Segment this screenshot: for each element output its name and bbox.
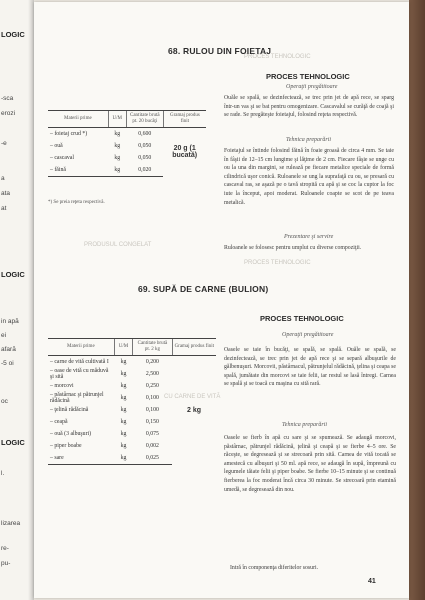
left-page-fragment: -5 oi xyxy=(1,360,14,367)
ingredient-name: – ouă xyxy=(50,143,63,149)
unit: kg xyxy=(120,371,127,377)
quantity: 0,002 xyxy=(145,443,159,449)
unit: kg xyxy=(108,164,126,177)
subsection-heading: Tehnica preparării xyxy=(282,422,328,428)
section-heading: PROCES TEHNOLOGIC xyxy=(266,72,350,81)
quantity: 0,200 xyxy=(145,359,159,365)
unit: kg xyxy=(120,443,127,449)
paragraph: Ruloanele se folosesc pentru umplut cu diverse compoziţii. xyxy=(224,245,362,251)
subsection-heading: Operaţii pregătitoare xyxy=(286,84,338,90)
left-page-fragment: LOGIC xyxy=(1,270,25,279)
quantity: 0,100 xyxy=(145,395,159,401)
left-page-fragment: ata xyxy=(1,190,11,197)
ingredient-name: – sare xyxy=(48,452,114,465)
quantity: 0,025 xyxy=(133,452,172,465)
column-header: Materii prime xyxy=(48,111,108,128)
left-page-fragment: ei xyxy=(1,332,7,339)
recipe-title: 69. SUPĂ DE CARNE (BULION) xyxy=(138,284,269,294)
table-row xyxy=(48,356,216,369)
ingredient-name: – făină xyxy=(48,164,108,177)
table-row xyxy=(48,128,206,141)
unit: kg xyxy=(114,143,121,149)
bleed-through-text: PROCES TEHNOLOGIC xyxy=(244,54,311,60)
left-page-fragment: oc xyxy=(1,398,8,405)
previous-page-edge xyxy=(0,0,34,600)
ingredient-name: – cascaval xyxy=(50,155,74,161)
unit: kg xyxy=(120,419,127,425)
quantity: 0,050 xyxy=(138,155,152,161)
ingredient-name: – oase de vită cu măduvă şi sită xyxy=(50,368,109,380)
quantity: 0,250 xyxy=(145,383,159,389)
subsection-heading: Operaţii pregătitoare xyxy=(282,332,334,338)
column-header: U/M xyxy=(114,339,133,356)
ingredient-name: – foietaj crud *) xyxy=(50,131,88,137)
paragraph: Ouăle se spală, se dezinfectează, se trec prin jet de apă rece, se sparg într-un vas şi se bat pentru omogenizare. Cascavalul se curăţă de coajă şi se rade. Se pregăteşte foietajul, folosind reţeta respectivă. xyxy=(224,95,394,119)
left-page-fragment: a xyxy=(1,175,5,182)
left-page-fragment: l. xyxy=(1,470,5,477)
section-heading: PROCES TEHNOLOGIC xyxy=(260,314,344,323)
column-header: U/M xyxy=(108,111,126,128)
column-header: Gramaj produs finit xyxy=(163,111,206,128)
left-page-fragment: -e xyxy=(1,140,7,147)
quantity: 0,600 xyxy=(138,131,152,137)
ingredient-name: – ţelină rădăcină xyxy=(50,407,89,413)
ingredient-name: – ouă (3 albuşuri) xyxy=(50,431,92,437)
left-page-fragment: LOGIC xyxy=(1,438,25,447)
subsection-heading: Tehnica preparării xyxy=(286,137,332,143)
quantity: 0,100 xyxy=(145,407,159,413)
ingredient-name: – păstârnac şi pătrunjel rădăcină xyxy=(50,392,104,404)
paragraph: Intră în componenţa diferitelor sosuri. xyxy=(230,565,319,571)
quantity: 0,020 xyxy=(126,164,163,177)
left-page-fragment: -sca xyxy=(1,95,14,102)
book-page xyxy=(34,2,409,598)
unit: kg xyxy=(120,383,127,389)
unit: kg xyxy=(120,407,127,413)
column-header: Cantitate brută pt. 2 kg xyxy=(133,339,172,356)
subsection-heading: Prezentare şi servire xyxy=(284,234,334,240)
ingredients-table xyxy=(48,110,206,177)
portion-weight: 20 g (1 bucată) xyxy=(172,145,198,160)
left-page-fragment: afară xyxy=(1,346,16,353)
paragraph: Foietajul se întinde folosind făină în foaie groasă de circa 4 mm. Se taie în fâşii de 12–15 cm lungime şi lăţime de 2 cm. Fiecare fâşie se unge cu ou la una din margini, se rulează pe fiecare metalice speciale de formă cilindrică uşor conică. Ruloanele se ung la suprafaţă cu ou, se presară cu cascaval ras, se aşază pe o tavă stropită cu apă şi se coc la cuptor la foc iute la început, apoi moderat. Ruloanele coapte se scot de pe teava metalică. xyxy=(224,148,394,206)
ingredient-name: – piper boabe xyxy=(50,443,82,449)
unit: kg xyxy=(120,359,127,365)
unit: kg xyxy=(120,395,127,401)
column-header: Materii prime xyxy=(48,339,114,356)
left-page-fragment: pu- xyxy=(1,560,11,567)
paragraph: Oasele se taie în bucăţi, se spală, se spală. Ouăle se spală, se dezinfectează, se trec prin jet de apă rece şi se separă albuşurile de gălbenuşuri. Morcovii, păstârnacul, pătrunjelul rădăcină, ţelina şi ceapa se spală, jumătate din morcovi se taie felii, iar restul se lasă întregi. Carnea se spală şi se toacă cu maşina cu sită rară. xyxy=(224,347,396,388)
left-page-fragment: at xyxy=(1,205,7,212)
left-page-fragment: erozi xyxy=(1,110,16,117)
unit: kg xyxy=(120,431,127,437)
bleed-through-text: CU CARNE DE VITĂ xyxy=(164,394,221,400)
left-page-fragment: re- xyxy=(1,545,9,552)
ingredients-table xyxy=(48,338,216,465)
ingredient-name: – carne de vită cultivată I xyxy=(50,359,109,365)
bleed-through-text: PRODUSUL CONGELAT xyxy=(84,242,152,248)
quantity: 0,050 xyxy=(138,143,152,149)
ingredient-name: – ceapă xyxy=(50,419,68,425)
paragraph: Oasele se fierb în apă cu sare şi se spumează. Se adaugă morcovi, păstârnac, pătrunjel rădăcină, ţelină şi ceapă şi se fierbe 4–5 ore. Se răceşte, se degresează şi se strecoară prin sită. Carnea de vită tocată se amestecă cu albuşuri şi 50 ml. apă rece, se adaugă în supă, împreună cu legumele tăiate felii şi piper boabe. Se fierbe 10–15 minute şi se continuă fierberea la foc moderat încă circa 30 minute. Se strecoară prin etamină umedă, se degresează din nou. xyxy=(224,435,396,493)
unit: kg xyxy=(114,131,121,137)
left-page-fragment: LOGIC xyxy=(1,30,25,39)
quantity: 0,075 xyxy=(145,431,159,437)
unit: kg xyxy=(114,452,133,465)
bleed-through-text: PROCES TEHNOLOGIC xyxy=(244,260,311,266)
column-header: Cantitate brută pt. 20 bucăţi xyxy=(126,111,163,128)
page-number: 41 xyxy=(368,578,376,585)
book-cover-edge xyxy=(409,0,425,600)
unit: kg xyxy=(114,155,121,161)
quantity: 2,500 xyxy=(145,371,159,377)
recipe-title: 68. RULOU DIN FOIETAJ xyxy=(168,46,272,56)
left-page-fragment: in apă xyxy=(1,318,19,325)
column-header: Gramaj produs finit xyxy=(172,339,216,356)
quantity: 0,150 xyxy=(145,419,159,425)
left-page-fragment: lizarea xyxy=(1,520,21,527)
portion-weight: 2 kg xyxy=(187,406,202,414)
ingredient-name: – morcovi xyxy=(50,383,74,389)
footnote: *) Se preia reţeta respectivă. xyxy=(48,200,105,205)
